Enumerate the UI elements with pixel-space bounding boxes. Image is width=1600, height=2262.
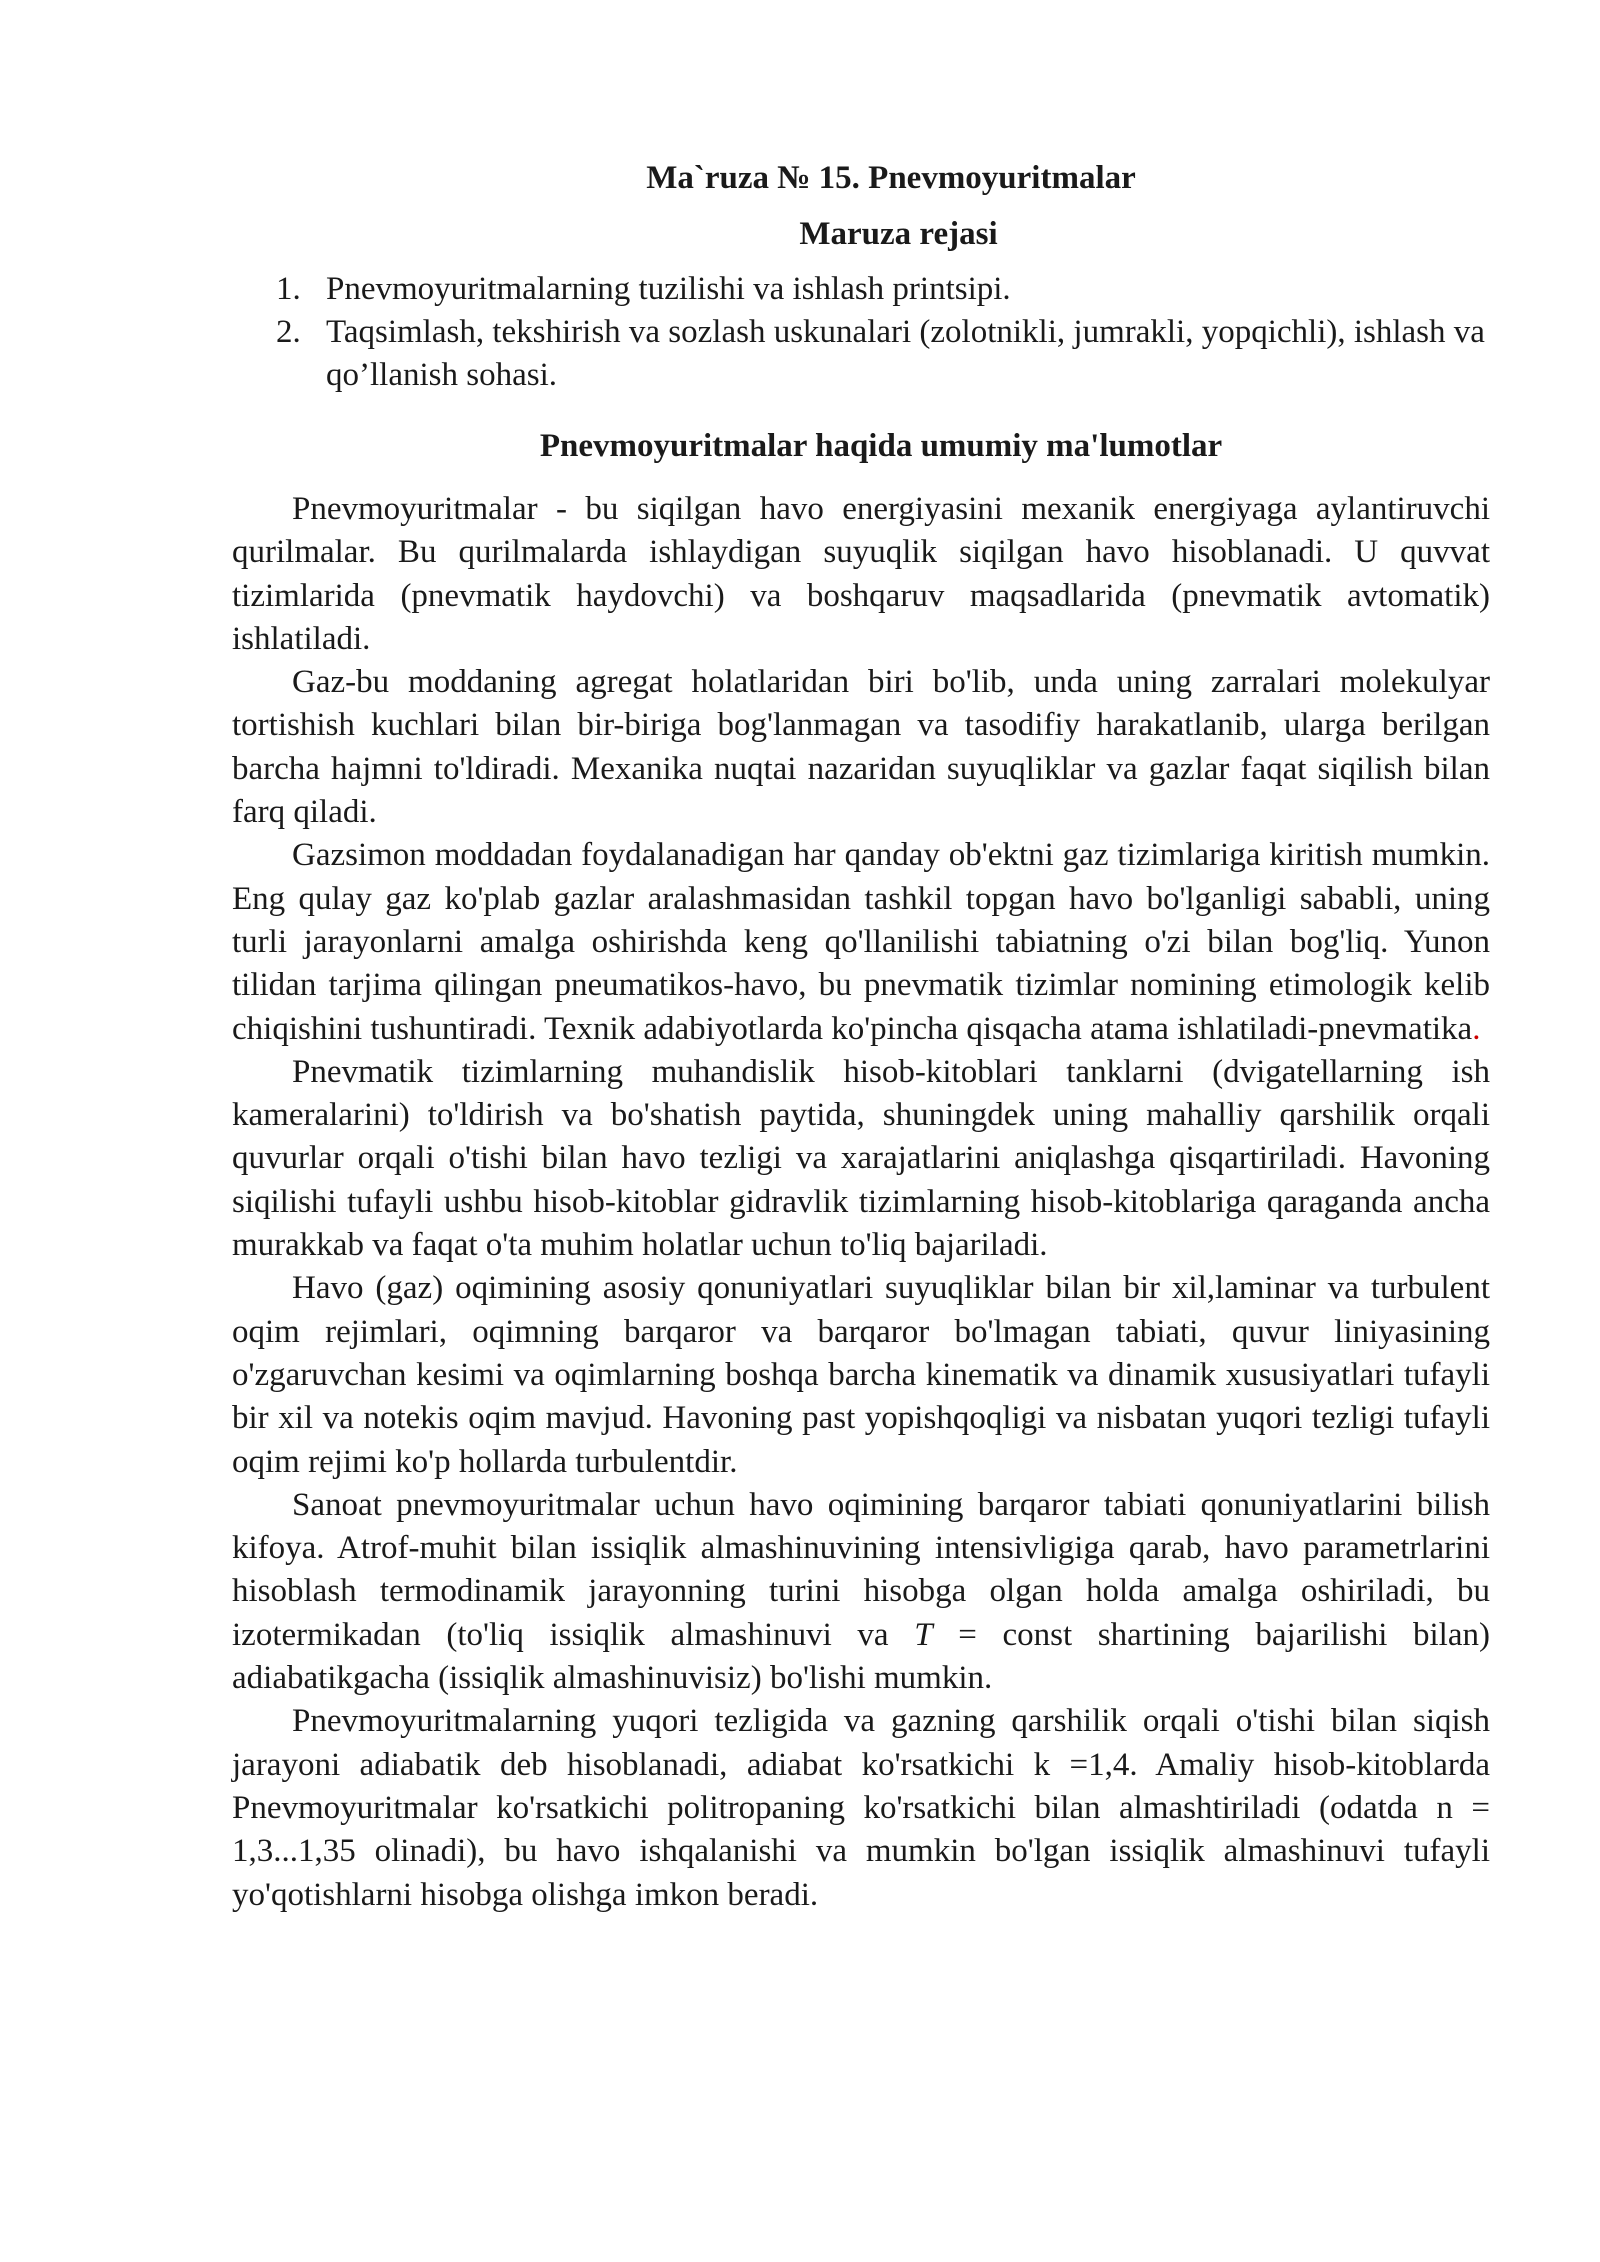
paragraph-6-text-after: = const shartining bajarilishi bilan) adiabatikgacha (issiqlik almashinuvisiz) bo'lishi mumkin. [232, 1616, 1490, 1697]
red-period: . [1472, 1010, 1481, 1047]
paragraph-3-text: Gazsimon moddadan foydalanadigan har qanday ob'ektni gaz tizimlariga kiritish mumkin. Eng qulay gaz ko'plab gazlar aralashmasidan tashkil topgan havo bo'lganligi sababli, uning turli jarayonlarni amalga oshirishda keng qo'llanilishi tabiatning o'zi bilan bog'liq. Yunon tilidan tarjima qilingan pneumatikos-havo, bu pnevmatik tizimlar nomining etimologik kelib chiqishini tushuntiradi. Texnik adabiyotlarda ko'pincha qisqacha atama ishlatiladi-pnevmatika [232, 837, 1490, 1047]
plan-heading: Maruza rejasi [799, 216, 998, 252]
temperature-variable: T [914, 1616, 933, 1653]
plan-item-number: 2. [276, 314, 301, 350]
paragraph-7: Pnevmoyuritmalarning yuqori tezligida va gazning qarshilik orqali o'tishi bilan siqish jarayoni adiabatik deb hisoblanadi, adiabat ko'rsatkichi k =1,4. Amaliy hisob-kitoblarda Pnevmoyuritmalar ko'rsatkichi politropaning ko'rsatkichi bilan almashtiriladi (odatda n = 1,3...1,35 olinadi), bu havo ishqalanishi va mumkin bo'lgan issiqlik almashinuvi tufayli yo'qotishlarni hisobga olishga imkon beradi. [232, 1703, 1490, 1913]
plan-item [232, 311, 1490, 397]
paragraph-6-text-before: Sanoat pnevmoyuritmalar uchun havo oqimining barqaror tabiati qonuniyatlarini bilish kifoya. Atrof-muhit bilan issiqlik almashinuvining intensivligiga qarab, havo parametrlarini hisoblash termodinamik jarayonning turini hisobga olgan holda amalga oshiriladi, bu izotermikadan (to'liq issiqlik almashinuvi va [232, 1486, 1490, 1653]
paragraph-4: Pnevmatik tizimlarning muhandislik hisob-kitoblari tanklarni (dvigatellarning ish kameralarini) to'ldirish va bo'shatish paytida, shuningdek uning mahalliy qarshilik orqali quvurlar orqali o'tishi bilan havo tezligi va xarajatlarini aniqlashga qisqartiriladi. Havoning siqilishi tufayli ushbu hisob-kitoblar gidravlik tizimlarning hisob-kitoblariga qaraganda ancha murakkab va faqat o'ta muhim holatlar uchun to'liq bajariladi. [232, 1053, 1490, 1264]
plan-item-number: 1. [276, 271, 301, 307]
document-page [232, 150, 1490, 1917]
paragraph-3 [232, 834, 1490, 1050]
plan-item-text: Taqsimlash, tekshirish va sozlash uskunalari (zolotnikli, jumrakli, yopqichli), ishlash va qo’llanish sohasi. [326, 314, 1485, 393]
paragraph-1: Pnevmoyuritmalar - bu siqilgan havo energiyasini mexanik energiyaga aylantiruvchi qurilmalar. Bu qurilmalarda ishlaydigan suyuqlik siqilgan havo hisoblanadi. U quvvat tizimlarida (pnevmatik haydovchi) va boshqaruv maqsadlarida (pnevmatik avtomatik) ishlatiladi. [232, 491, 1490, 657]
plan-item [232, 268, 1490, 311]
plan-item-text: Pnevmoyuritmalarning tuzilishi va ishlash printsipi. [326, 271, 1011, 307]
paragraph-2: Gaz-bu moddaning agregat holatlaridan biri bo'lib, unda uning zarralari molekulyar tortishish kuchlari bilan bir-biriga bog'lanmagan va tasodifiy harakatlanib, ularga berilgan barcha hajmni to'ldiradi. Mexanika nuqtai nazaridan suyuqliklar va gazlar faqat siqilish bilan farq qiladi. [232, 664, 1490, 831]
lecture-title: Ma`ruza № 15. Pnevmoyuritmalar [646, 160, 1136, 196]
section-heading: Pnevmoyuritmalar haqida umumiy ma'lumotlar [539, 428, 1223, 464]
plan-list [232, 268, 1490, 397]
paragraph-6 [232, 1484, 1490, 1700]
paragraph-5: Havo (gaz) oqimining asosiy qonuniyatlari suyuqliklar bilan bir xil,laminar va turbulent oqim rejimlari, oqimning barqaror va barqaror bo'lmagan tabiati, quvur liniyasining o'zgaruvchan kesimi va oqimlarning boshqa barcha kinematik va dinamik xususiyatlari tufayli bir xil va notekis oqim mavjud. Havoning past yopishqoqligi va nisbatan yuqori tezligi tufayli oqim rejimi ko'p hollarda turbulentdir. [232, 1270, 1490, 1480]
